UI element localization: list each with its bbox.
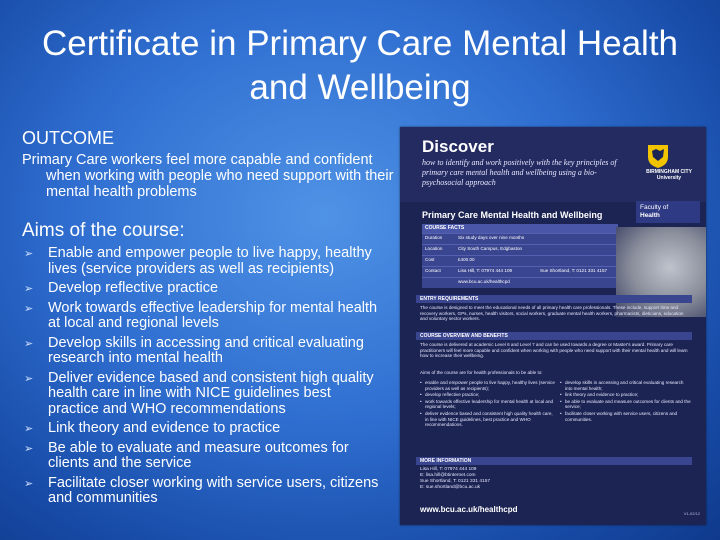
contact-line: Sue Shortland, T: 0121 331 4157 [420, 479, 491, 484]
table-row [422, 233, 618, 244]
contact-line: Lisa Hill, T: 07974 444 109 [420, 467, 477, 472]
brochure-photo [616, 227, 706, 317]
list-item: • link theory and evidence to practice; [560, 392, 692, 398]
row-value: Six study days over nine months [458, 235, 525, 240]
brochure-tagline: how to identify and work positively with the key principles of primary care mental health and wellbeing using a bio-psychosocial approach [422, 158, 617, 187]
outcome-label: OUTCOME [22, 128, 114, 148]
brochure-url: www.bcu.ac.uk/healthcpd [420, 505, 518, 514]
list-item: • be able to evaluate and measure outcomes for clients and the service; [560, 399, 692, 410]
arrow-bullet-icon: ➢ [24, 477, 34, 490]
aim-text: Link theory and evidence to practice [48, 420, 281, 436]
aims-list [22, 246, 384, 511]
aim-text: Deliver evidence based and consistent high quality health care in line with NICE guidelines best practice and WHO recommendations [48, 369, 374, 417]
course-facts-header: COURSE FACTS [422, 224, 618, 233]
contact-block [420, 467, 620, 491]
arrow-bullet-icon: ➢ [24, 248, 34, 260]
more-information-heading: MORE INFORMATION [416, 457, 692, 465]
list-item: • develop reflective practice; [420, 392, 556, 398]
list-item [22, 336, 384, 367]
list-item: • facilitate closer working with service users, citizens and communities. [560, 411, 692, 422]
aim-text: Develop reflective practice [48, 280, 219, 296]
entry-requirements-heading: ENTRY REQUIREMENTS [416, 295, 692, 303]
faculty-badge [636, 201, 700, 223]
brochure-discover-heading: Discover [422, 137, 494, 156]
aim-text: Work towards effective leadership for mental health at local and regional levels [48, 299, 378, 331]
aim-text: Enable and empower people to live happy, healthy lives (service providers as well as recipients) [48, 245, 372, 277]
table-row [422, 266, 618, 277]
row-key: Duration [425, 235, 443, 240]
contact-line: E: sue.shortland@bcu.ac.uk [420, 485, 481, 490]
university-name: BIRMINGHAM CITY University [646, 169, 692, 181]
list-item: • enable and empower people to live happy, healthy lives (service providers as well as recipients); [420, 380, 556, 391]
brochure-aims-column-1 [420, 380, 556, 429]
table-row [422, 277, 618, 288]
aim-text: Develop skills in accessing and critical evaluating research into mental health [48, 334, 364, 366]
brochure-code: V1-02/12 [683, 511, 700, 516]
table-row [422, 255, 618, 266]
aim-text: Be able to evaluate and measure outcomes for clients and the service [48, 439, 349, 471]
row-value-2: Sue Shortland, T: 0121 331 4157 [540, 268, 608, 273]
brochure-course-title: Primary Care Mental Health and Wellbeing [422, 210, 603, 220]
course-brochure-image [400, 127, 706, 525]
row-value: Lisa Hill, T: 07974 444 109 [458, 268, 513, 273]
arrow-bullet-icon: ➢ [24, 372, 34, 385]
arrow-bullet-icon: ➢ [24, 302, 34, 315]
aims-intro-text: Aims of the course are for health professionals to be able to: [420, 370, 543, 375]
arrow-bullet-icon: ➢ [24, 283, 34, 295]
row-key: Location [425, 246, 443, 251]
row-value: £400.00 [458, 257, 475, 262]
list-item [22, 441, 384, 472]
course-overview-heading: COURSE OVERVIEW AND BENEFITS [416, 332, 692, 340]
list-item [22, 476, 384, 507]
brochure-aims-column-2 [560, 380, 692, 423]
list-item: • develop skills in accessing and critical evaluating research into mental health; [560, 380, 692, 391]
row-key: Contact [425, 268, 441, 273]
faculty-line1: Faculty of [640, 204, 669, 211]
course-facts-table [422, 224, 618, 288]
row-value: www.bcu.ac.uk/healthcpd [458, 279, 510, 284]
table-row [422, 244, 618, 255]
faculty-line2: Health [640, 212, 660, 219]
outcome-text: Primary Care workers feel more capable and confident when working with people who need support with their mental health problems [22, 152, 394, 200]
entry-requirements-text: The course is designed to meet the educational needs of all primary health care professionals. These include, support time and recovery workers, GPs, nurses, health visitors, social workers, graduate mental health workers, pharmacists, dieticians, education and voluntary sector workers. [420, 305, 684, 322]
list-item: • deliver evidence based and consistent high quality health care, in line with NICE guidelines, best practice and WHO recommendations. [420, 411, 556, 428]
list-item: • work towards effective leadership for mental health at local and regional levels; [420, 399, 556, 410]
arrow-bullet-icon: ➢ [24, 337, 34, 350]
row-value: City South Campus, Edgbaston [458, 246, 523, 251]
course-overview-text: The course is delivered at academic Level 6 and Level 7 and can be used towards a degree or Master's award. Primary care practitioners will feel more capable and confident when working with people who need support with their mental health and will learn how to increase their wellbeing. [420, 342, 688, 359]
list-item [22, 371, 384, 418]
aims-title: Aims of the course: [22, 220, 185, 241]
list-item [22, 281, 384, 297]
list-item [22, 301, 384, 332]
list-item [22, 421, 384, 437]
aim-text: Facilitate closer working with service users, citizens and communities [48, 474, 379, 506]
slide-title: Certificate in Primary Care Mental Health and Wellbeing [41, 24, 679, 107]
row-key: Cost [425, 257, 435, 262]
arrow-bullet-icon: ➢ [24, 442, 34, 455]
list-item [22, 246, 384, 277]
university-crest-icon [644, 141, 672, 169]
arrow-bullet-icon: ➢ [24, 423, 34, 435]
contact-line: E: lisa.hill@btinternet.com [420, 473, 476, 478]
